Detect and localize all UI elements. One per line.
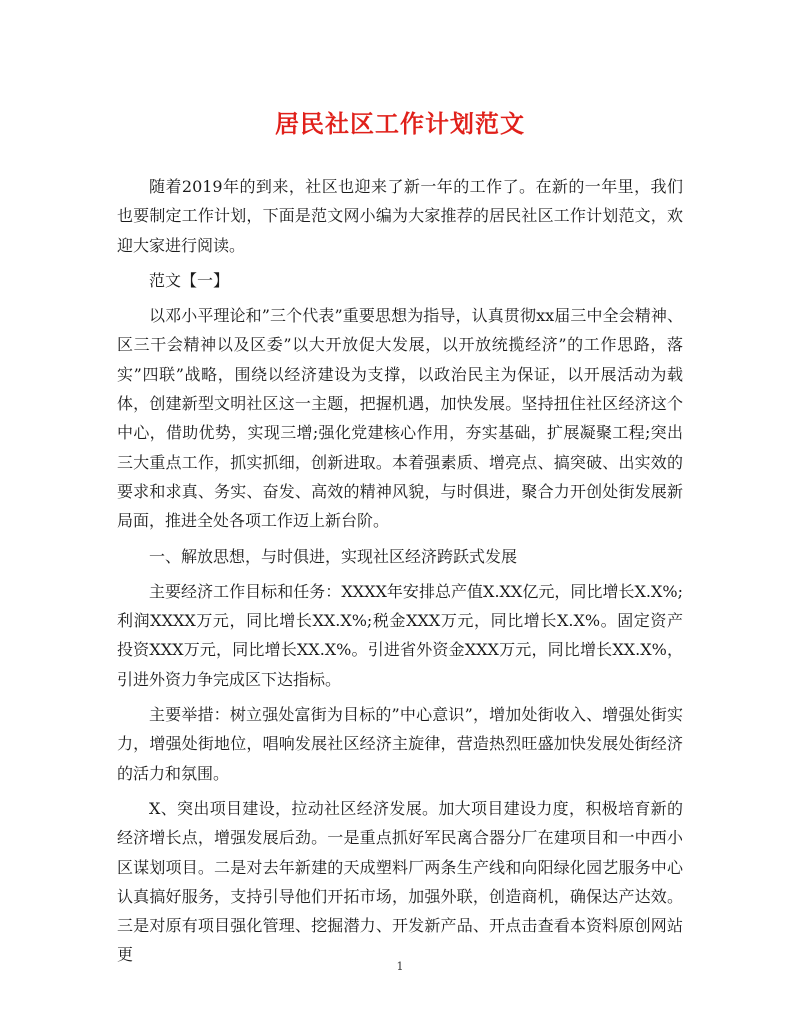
section-heading-one: 一、解放思想，与时俱进，实现社区经济跨跃式发展 (149, 546, 518, 566)
paragraph-intro: 随着2019年的到来，社区也迎来了新一年的工作了。在新的一年里，我们也要制定工作计划，下面是范文网小编为大家推荐的居民社区工作计划范文，欢迎大家进行阅读。 (117, 177, 683, 255)
document-title: 居民社区工作计划范文 (275, 109, 525, 138)
paragraph-guiding-ideology: 以邓小平理论和”三个代表”重要思想为指导，认真贯彻xx届三中全会精神、区三干会精神以及区委”以大开放促大发展，以开放统揽经济”的工作思路，落实”四联”战略，围绕以经济建设为支撑，以政治民主为保证，以开展活动为载体，创建新型文明社区这一主题，把握机遇，加快发展。坚持扭住社区经济这个中心，借助优势，实现三增;强化党建核心作用，夯实基础，扩展凝聚工程;突出三大重点工作，抓实抓细，创新进取。本着强素质、增亮点、搞突破、出实效的要求和求真、务实、奋发、高效的精神风貌，与时俱进，聚合力开创处街发展新局面，推进全处各项工作迈上新台阶。 (117, 306, 683, 531)
paragraph-sample-heading: 范文【一】 (149, 270, 230, 290)
paragraph-economic-targets: 主要经济工作目标和任务：XXXX年安排总产值X.XX亿元，同比增长X.X%;利润XXXX万元，同比增长XX.X%;税金XXX万元，同比增长X.X%。固定资产投资XXX万元，同比增长XX.X%。引进省外资金XXX万元，同比增长XX.X%，引进外资力争完成区下达指标。 (117, 581, 683, 689)
document-body (117, 172, 683, 976)
page-number: 1 (396, 960, 404, 973)
paragraph-project-construction: X、突出项目建设，拉动社区经济发展。加大项目建设力度，积极培育新的经济增长点，增强发展后劲。一是重点抓好军民离合器分厂在建项目和一中西小区谋划项目。二是对去年新建的天成塑料厂两条生产线和向阳绿化园艺服务中心认真搞好服务，支持引导他们开拓市场，加强外联，创造商机，确保达产达效。三是对原有项目强化管理、挖掘潜力、开发新产品、开点击查看本资料原创网站更 (117, 798, 683, 965)
paragraph-main-measures: 主要举措：树立强处富街为目标的”中心意识”，增加处街收入、增强处街实力，增强处街地位，唱响发展社区经济主旋律，营造热烈旺盛加快发展处街经济的活力和氛围。 (117, 705, 683, 783)
